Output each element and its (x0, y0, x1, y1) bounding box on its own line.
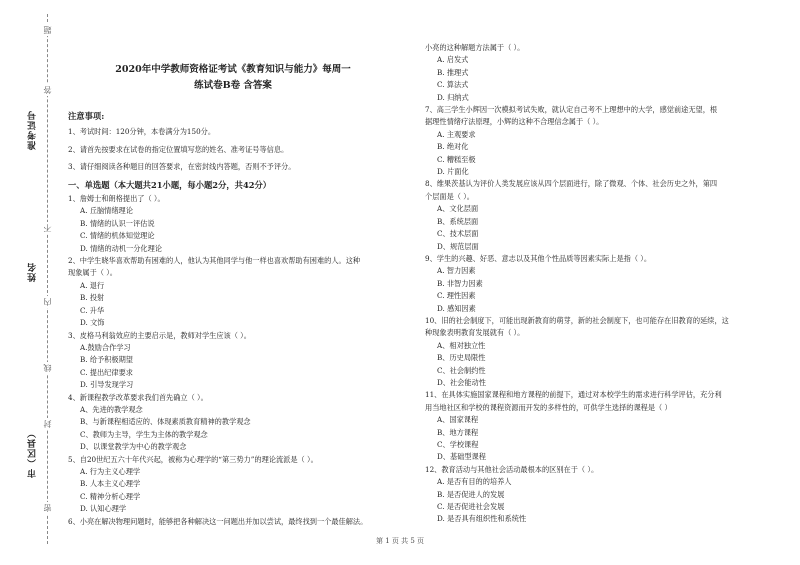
question-text: 12、教育活动与其他社会活动最根本的区别在于（ ）。 (425, 464, 599, 474)
answer-option: A. 是否有目的的培养人 (437, 477, 512, 487)
answer-option: C. 糟糕至极 (437, 154, 476, 164)
district-label: 市（区县） (28, 428, 38, 478)
answer-option: A. 主观要求 (437, 129, 476, 139)
answer-option: B、地方课程 (437, 427, 479, 437)
question-text: 用当地社区和学校的课程资源而开发的多样性的，可供学生选择的课程是（ ） (425, 402, 672, 412)
page-number: 第 1 页 共 5 页 (375, 537, 425, 545)
answer-option: B、历史局限性 (437, 353, 486, 363)
answer-option: A. 启发式 (437, 55, 469, 65)
left-question-list (68, 193, 398, 528)
answer-option: C、教师为主导，学生为主体的教学观念 (80, 429, 208, 439)
answer-option: B. 人本主义心理学 (80, 479, 141, 489)
answer-option: D. 认知心理学 (80, 504, 127, 514)
question-text: 7、高三学生小辉因一次模拟考试失败，就认定自己考不上理想中的大学，感觉前途无望，根 (425, 105, 718, 115)
answer-option: D、规范层面 (437, 241, 479, 251)
answer-option: C、技术层面 (437, 229, 479, 239)
answer-option: C. 情绪的机体知觉理论 (80, 231, 155, 241)
answer-option: A.鼓励合作学习 (80, 342, 131, 352)
answer-option: B. 绝对化 (437, 142, 469, 152)
answer-option: D. 感知因素 (437, 303, 476, 313)
seal-mark: 密 (43, 504, 52, 512)
answer-option: A、相对独立性 (437, 340, 486, 350)
answer-option: A、国家课程 (437, 415, 479, 425)
question-text: 5、自20世纪五六十年代兴起，被称为心理学的“第三势力”的理论流派是（ ）。 (68, 454, 318, 464)
answer-option: B. 非智力因素 (437, 278, 483, 288)
notice-item: 1、考试时间：120分钟，本卷满分为150分。 (68, 127, 216, 137)
name-label: 姓名 (28, 262, 38, 282)
answer-option: A、先进的教学观念 (80, 404, 143, 414)
exam-title-line2: 练试卷B卷 含答案 (194, 80, 272, 91)
answer-option: B、与新课程相适应的、体现素质教育精神的教学观念 (80, 417, 251, 427)
exam-number-label: 准考证号 (28, 110, 38, 150)
question-text: 1、詹姆士和朗格提出了（ ）。 (68, 194, 165, 204)
answer-option: A. 丘脑情绪理论 (80, 206, 133, 216)
answer-option: C. 精神分析心理学 (80, 491, 141, 501)
answer-option: B. 推理式 (437, 67, 469, 77)
seal-mark: 封 (43, 420, 52, 428)
answer-option: D. 是否具有组织性和系统性 (437, 514, 527, 524)
question-text: 8、维果茨基认为评价人类发展应该从四个层面进行，除了微观、个体、社会历史之外，第四 (425, 179, 718, 189)
binding-margin (0, 0, 60, 565)
question-text: 种现象表明教育发展就有（ ）。 (425, 328, 525, 338)
answer-option: A. 行为主义心理学 (80, 466, 141, 476)
answer-option: C. 理性因素 (437, 291, 476, 301)
exam-title (68, 62, 398, 94)
answer-option: D. 片面化 (437, 167, 469, 177)
seal-mark: 答 (43, 86, 52, 94)
answer-option: D、以课堂教学为中心的教学观念 (80, 442, 187, 452)
answer-option: C. 提出纪律要求 (80, 367, 133, 377)
answer-option: D. 情绪的动机一分化理论 (80, 243, 162, 253)
seal-mark: 内 (43, 298, 52, 306)
answer-option: A. 智力因素 (437, 266, 476, 276)
answer-option: B. 给予积极期望 (80, 355, 133, 365)
answer-option: B. 情绪的认识一评估说 (80, 218, 155, 228)
question-text: 11、在具体实施国家课程和地方课程的前提下，通过对本校学生的需求进行科学评估，充分利 (425, 390, 722, 400)
notice-block (68, 110, 398, 174)
answer-option: D、基础型课程 (437, 452, 486, 462)
answer-option: D. 引导发现学习 (80, 380, 134, 390)
answer-option: A. 退行 (80, 280, 105, 290)
seal-mark: 不 (43, 224, 52, 232)
answer-option: D. 文饰 (80, 318, 105, 328)
answer-option: C. 算法式 (437, 80, 469, 90)
question-text: 2、中学生晓华喜欢帮助有困难的人，他认为其他同学与他一样也喜欢帮助有困难的人。这种 (68, 256, 361, 266)
question-text: 现象属于（ ）。 (68, 268, 117, 278)
answer-option: B. 是否促进人的发展 (437, 489, 505, 499)
seal-mark: 线 (43, 364, 52, 372)
answer-option: C. 升华 (80, 305, 105, 315)
question-text: 4、新课程教学改革要求我们首先确立（ ）。 (68, 392, 208, 402)
answer-option: C、学校课程 (437, 440, 479, 449)
notice-item: 2、请首先按要求在试卷的指定位置填写您的姓名、准考证号等信息。 (68, 144, 289, 154)
left-column (68, 110, 398, 528)
answer-option: A、文化层面 (437, 204, 479, 214)
answer-option: C. 是否促进社会发展 (437, 502, 505, 512)
question-text: 6、小亮在解决物理问题时，能够把各种解决这一问题出并加以尝试，最终找到一个最佳解法。 (68, 516, 368, 526)
seal-mark: 题 (43, 26, 52, 34)
question-text: 10、旧的社会制度下，可能出现新教育的萌芽，新的社会制度下，也可能存在旧教育的延续，这 (425, 315, 729, 325)
notice-heading: 注意事项: (68, 111, 105, 121)
answer-option: B. 投射 (80, 293, 105, 303)
answer-option: B、系统层面 (437, 216, 479, 226)
question-text: 据理性情绪疗法原理，小辉的这种不合理信念属于（ ）。 (425, 117, 604, 127)
section-title: 一、单选题（本大题共21小题，每小题2分，共42分） (68, 179, 272, 190)
right-column (425, 42, 780, 526)
exam-title-line1: 2020年中学教师资格证考试《教育知识与能力》每周一 (115, 64, 351, 75)
answer-option: D. 归纳式 (437, 92, 469, 102)
question-text: 小亮的这种解题方法属于（ ）。 (425, 43, 525, 52)
question-text: 个层面是（ ）。 (425, 191, 474, 201)
question-text: 9、学生的兴趣、好恶、意志以及其他个性品质等因素实际上是指（ ）。 (425, 253, 652, 263)
question-text: 3、皮格马利翁效应的主要启示是，教师对学生应该（ ）。 (68, 330, 251, 340)
right-question-list (425, 42, 780, 526)
answer-option: D、社会能动性 (437, 377, 486, 387)
answer-option: C、社会制约性 (437, 365, 486, 375)
notice-item: 3、请仔细阅读各种题目的回答要求，在密封线内答题，否则不予评分。 (68, 162, 296, 172)
